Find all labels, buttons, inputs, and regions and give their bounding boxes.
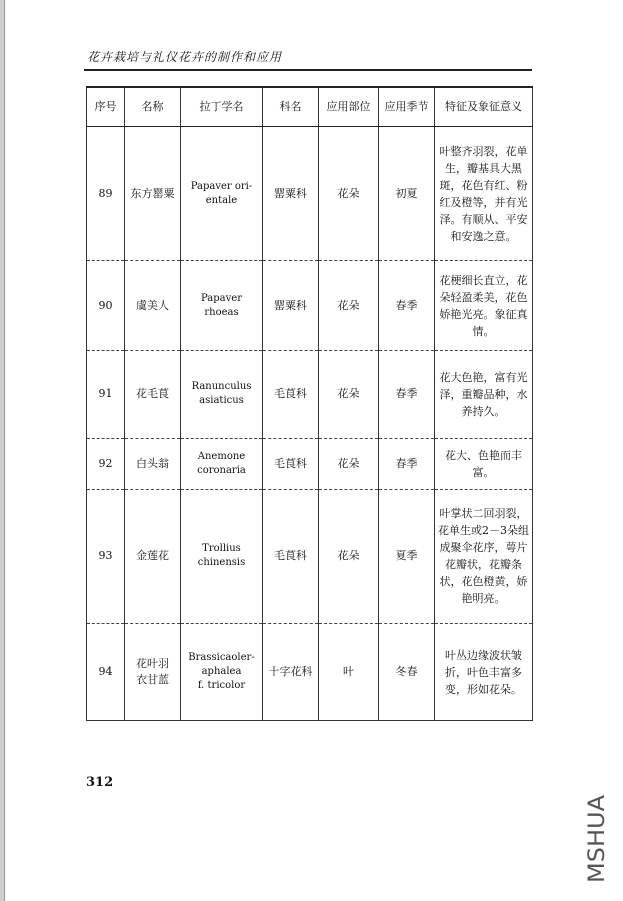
cell-latin: Trollius chinensis — [181, 489, 263, 623]
cell-part: 花朵 — [319, 438, 379, 489]
header-cell-latin: 拉丁学名 — [181, 87, 263, 127]
cell-season: 初夏 — [379, 127, 435, 261]
cell-latin: Papaver ori- entale — [181, 127, 263, 261]
cell-name: 东方罂粟 — [125, 127, 181, 261]
cell-part: 花朵 — [319, 127, 379, 261]
table-row — [87, 624, 533, 721]
cell-family: 十字花科 — [263, 624, 319, 721]
cell-meaning: 花大色艳，富有光泽，重瓣品种，水养持久。 — [435, 351, 533, 439]
page-number: 312 — [86, 775, 114, 790]
cell-no: 91 — [87, 351, 125, 439]
running-head: 花卉栽培与礼仪花卉的制作和应用 — [87, 50, 283, 64]
table-row — [87, 127, 533, 261]
cell-season: 冬春 — [379, 624, 435, 721]
header-rule — [84, 69, 532, 71]
cell-family: 毛茛科 — [263, 489, 319, 623]
cell-meaning: 叶掌状二回羽裂，花单生或2－3朵组成聚伞花序，萼片花瓣状，花瓣条状，花色橙黄，娇艳明亮。 — [435, 489, 533, 623]
header-cell-season: 应用季节 — [379, 87, 435, 127]
cell-no: 94 — [87, 624, 125, 721]
cell-family: 罂粟科 — [263, 127, 319, 261]
cell-meaning: 花梗细长直立，花朵轻盈柔美，花色娇艳光亮。象征真情。 — [435, 261, 533, 351]
cell-season: 夏季 — [379, 489, 435, 623]
cell-part: 花朵 — [319, 261, 379, 351]
cell-name: 花毛茛 — [125, 351, 181, 439]
cell-family: 罂粟科 — [263, 261, 319, 351]
cell-name: 虞美人 — [125, 261, 181, 351]
cell-no: 90 — [87, 261, 125, 351]
header-cell-part: 应用部位 — [319, 87, 379, 127]
watermark-text: MSHUA — [585, 802, 610, 883]
cell-no: 93 — [87, 489, 125, 623]
table-row — [87, 438, 533, 489]
cell-latin: Brassicaoler- aphalea f. tricolor — [181, 624, 263, 721]
cell-season: 春季 — [379, 351, 435, 439]
watermark — [586, 795, 608, 885]
cell-name: 白头翁 — [125, 438, 181, 489]
cell-name: 花叶羽 衣甘蓝 — [125, 624, 181, 721]
cell-season: 春季 — [379, 261, 435, 351]
table-row — [87, 489, 533, 623]
header-cell-meaning: 特征及象征意义 — [435, 87, 533, 127]
cell-family: 毛茛科 — [263, 351, 319, 439]
cell-no: 92 — [87, 438, 125, 489]
cell-part: 花朵 — [319, 351, 379, 439]
cell-season: 春季 — [379, 438, 435, 489]
cell-meaning: 叶整齐羽裂，花单生，瓣基具大黑斑，花色有红、粉红及橙等，并有光泽。有顺从、平安和安逸之意。 — [435, 127, 533, 261]
cell-part: 叶 — [319, 624, 379, 721]
cell-family: 毛茛科 — [263, 438, 319, 489]
table-row — [87, 261, 533, 351]
flower-table — [86, 86, 533, 721]
cell-latin: Ranunculus asiaticus — [181, 351, 263, 439]
cell-no: 89 — [87, 127, 125, 261]
table-row — [87, 351, 533, 439]
header-cell-family: 科名 — [263, 87, 319, 127]
cell-meaning: 花大、色艳而丰富。 — [435, 438, 533, 489]
cell-meaning: 叶丛边缘波状皱折，叶色丰富多变，形如花朵。 — [435, 624, 533, 721]
cell-latin: Anemone coronaria — [181, 438, 263, 489]
page-binding-edge — [0, 0, 5, 901]
header-cell-no: 序号 — [87, 87, 125, 127]
header-cell-name: 名称 — [125, 87, 181, 127]
cell-name: 金莲花 — [125, 489, 181, 623]
cell-latin: Papaver rhoeas — [181, 261, 263, 351]
table-header-row — [87, 87, 533, 127]
cell-part: 花朵 — [319, 489, 379, 623]
